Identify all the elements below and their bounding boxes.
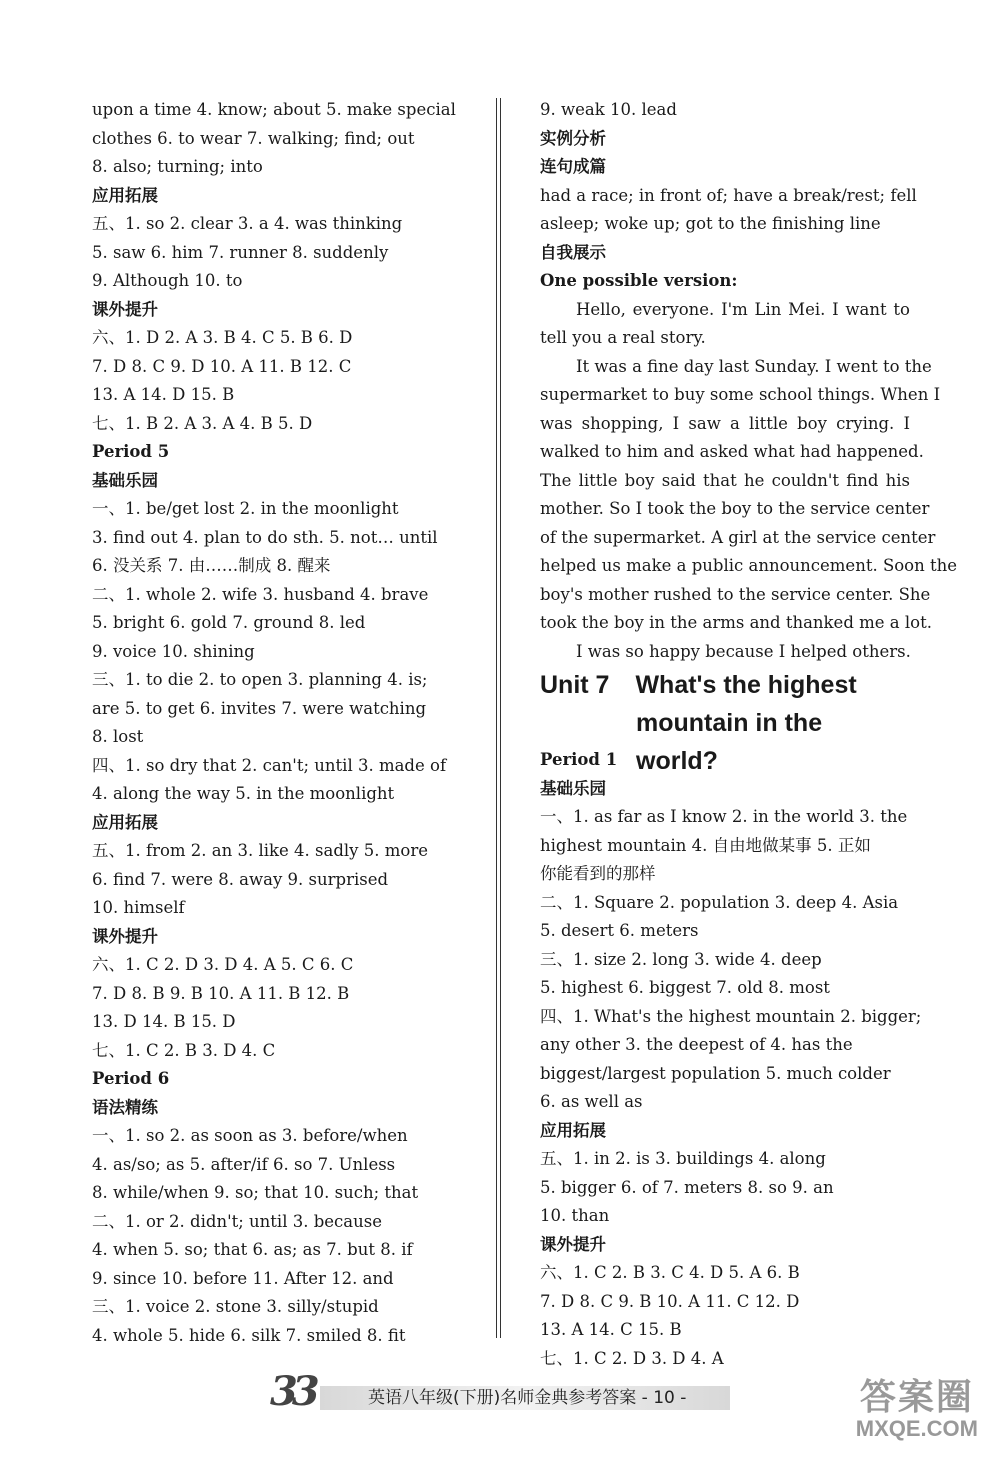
answer-line: 一、1. be/get lost 2. in the moonlight xyxy=(92,499,399,518)
answer-line: 6. find 7. were 8. away 9. surprised xyxy=(92,869,389,889)
answer-line: 5. saw 6. him 7. runner 8. suddenly xyxy=(92,242,389,262)
right-column xyxy=(540,96,958,1373)
answer-line: 五、1. in 2. is 3. buildings 4. along xyxy=(540,1149,826,1168)
section-heading: One possible version: xyxy=(540,271,738,290)
section-heading: 语法精练 xyxy=(92,1097,158,1117)
answer-line: 5. highest 6. biggest 7. old 8. most xyxy=(540,978,830,997)
answer-line: 8. while/when 9. so; that 10. such; that xyxy=(92,1183,419,1202)
answer-line: 13. A 14. C 15. B xyxy=(540,1320,682,1339)
answer-line: 4. as/so; as 5. after/if 6. so 7. Unless xyxy=(92,1154,396,1174)
answer-line: 六、1. C 2. B 3. C 4. D 5. A 6. B xyxy=(540,1263,800,1282)
section-heading: 基础乐园 xyxy=(92,470,158,490)
answer-line: 7. D 8. C 9. B 10. A 11. C 12. D xyxy=(540,1291,800,1311)
answer-line: 13. A 14. D 15. B xyxy=(92,385,235,404)
watermark-logo: 答案圈 xyxy=(859,1377,974,1418)
answer-line: 一、1. as far as I know 2. in the world 3. the xyxy=(540,807,908,826)
right-column-bottom xyxy=(540,746,922,1373)
section-heading: 应用拓展 xyxy=(540,1120,606,1140)
answer-line: boy's mother rushed to the service center. She xyxy=(540,584,931,604)
answer-line: 7. D 8. B 9. B 10. A 11. B 12. B xyxy=(92,983,350,1003)
answer-line: 4. when 5. so; that 6. as; as 7. but 8. if xyxy=(92,1240,413,1259)
answer-line: 5. bright 6. gold 7. ground 8. led xyxy=(92,613,366,632)
answer-line: 7. D 8. C 9. D 10. A 11. B 12. C xyxy=(92,356,352,376)
section-heading: 连句成篇 xyxy=(540,157,606,176)
answer-line: 13. D 14. B 15. D xyxy=(92,1012,236,1031)
answer-line: 六、1. D 2. A 3. B 4. C 5. B 6. D xyxy=(92,328,353,347)
answer-line: highest mountain 4. 自由地做某事 5. 正如 xyxy=(540,835,871,855)
section-heading: Period 5 xyxy=(92,442,170,461)
footer-text: 英语八年级(下册)名师金典参考答案 - 10 - xyxy=(368,1388,687,1408)
watermark-url: MXQE.COM xyxy=(855,1416,978,1441)
answer-line: biggest/largest population 5. much colder xyxy=(540,1063,891,1083)
section-heading: Period 6 xyxy=(92,1069,170,1088)
section-heading: 应用拓展 xyxy=(92,812,158,832)
answer-line: 9. weak 10. lead xyxy=(540,100,677,119)
answer-line: 三、1. size 2. long 3. wide 4. deep xyxy=(540,949,822,969)
answer-line: was shopping, I saw a little boy crying. I xyxy=(540,413,910,433)
answer-line: 三、1. to die 2. to open 3. planning 4. is; xyxy=(92,670,428,689)
answer-line: 四、1. so dry that 2. can't; until 3. made of xyxy=(92,755,447,775)
answer-line: The little boy said that he couldn't find his xyxy=(540,470,910,490)
section-heading: 实例分析 xyxy=(540,128,606,148)
answer-line: upon a time 4. know; about 5. make special xyxy=(92,100,456,119)
answer-line: 8. lost xyxy=(92,727,144,746)
answer-line: of the supermarket. A girl at the service center xyxy=(540,527,936,547)
section-heading: 课外提升 xyxy=(92,926,158,946)
answer-line: 你能看到的那样 xyxy=(540,864,656,883)
footer-logo: 33 xyxy=(270,1368,314,1415)
answer-line: asleep; woke up; got to the finishing line xyxy=(540,214,881,233)
answer-line: 3. find out 4. plan to do sth. 5. not… until xyxy=(92,527,438,547)
answer-line: tell you a real story. xyxy=(540,328,706,347)
left-column xyxy=(92,96,472,1350)
answer-line: 三、1. voice 2. stone 3. silly/stupid xyxy=(92,1297,379,1316)
answer-line: helped us make a public announcement. Soon the xyxy=(540,556,958,575)
answer-line: walked to him and asked what had happened. xyxy=(540,442,924,461)
answer-line: 二、1. whole 2. wife 3. husband 4. brave xyxy=(92,584,429,604)
answer-line: 10. than xyxy=(540,1206,610,1225)
unit-number: Unit 7 xyxy=(540,671,610,699)
section-heading: 课外提升 xyxy=(92,299,158,319)
unit-title-line-2: mountain in the world? xyxy=(636,709,823,775)
answer-line: took the boy in the arms and thanked me a lot. xyxy=(540,613,932,632)
answer-line: 8. also; turning; into xyxy=(92,157,263,176)
column-divider xyxy=(496,98,501,1338)
answer-line: mother. So I took the boy to the service center xyxy=(540,499,930,518)
answer-line: 10. himself xyxy=(92,898,185,917)
answer-line: 七、1. C 2. B 3. D 4. C xyxy=(92,1040,276,1060)
answer-line: any other 3. the deepest of 4. has the xyxy=(540,1035,853,1054)
answer-line: are 5. to get 6. invites 7. were watching xyxy=(92,698,427,718)
answer-line: I was so happy because I helped others. xyxy=(576,641,911,661)
section-heading: 自我展示 xyxy=(540,242,606,262)
answer-line: 七、1. B 2. A 3. A 4. B 5. D xyxy=(92,413,313,433)
answer-line: 4. along the way 5. in the moonlight xyxy=(92,784,395,803)
answer-line: 六、1. C 2. D 3. D 4. A 5. C 6. C xyxy=(92,955,354,974)
answer-line: 四、1. What's the highest mountain 2. bigger; xyxy=(540,1006,922,1026)
answer-line: 五、1. so 2. clear 3. a 4. was thinking xyxy=(92,214,403,233)
answer-line: 5. bigger 6. of 7. meters 8. so 9. an xyxy=(540,1177,834,1197)
section-heading: 应用拓展 xyxy=(92,185,158,205)
answer-line: 五、1. from 2. an 3. like 4. sadly 5. more xyxy=(92,841,428,860)
section-heading: 课外提升 xyxy=(540,1234,606,1254)
section-heading: 基础乐园 xyxy=(540,778,606,798)
answer-line: 二、1. Square 2. population 3. deep 4. Asia xyxy=(540,892,899,912)
answer-line: It was a fine day last Sunday. I went to the xyxy=(576,356,932,376)
answer-line: 6. as well as xyxy=(540,1092,643,1111)
answer-line: 七、1. C 2. D 3. D 4. A xyxy=(540,1348,724,1368)
page-footer xyxy=(270,1368,740,1416)
unit-title-line-1: What's the highest xyxy=(635,671,857,699)
watermark xyxy=(856,1369,978,1442)
answer-line: 9. voice 10. shining xyxy=(92,641,255,661)
answer-line: 二、1. or 2. didn't; until 3. because xyxy=(92,1211,382,1231)
answer-line: clothes 6. to wear 7. walking; find; out xyxy=(92,128,415,148)
answer-line: 4. whole 5. hide 6. silk 7. smiled 8. fit xyxy=(92,1325,406,1345)
answer-line: 6. 没关系 7. 由……制成 8. 醒来 xyxy=(92,556,331,575)
answer-line: 9. since 10. before 11. After 12. and xyxy=(92,1268,394,1288)
section-heading: Period 1 xyxy=(540,750,618,769)
answer-line: 5. desert 6. meters xyxy=(540,921,699,940)
answer-line: supermarket to buy some school things. When I xyxy=(540,385,941,404)
answer-line: Hello, everyone. I'm Lin Mei. I want to xyxy=(576,299,910,319)
right-column-top xyxy=(540,96,958,666)
answer-line: 9. Although 10. to xyxy=(92,271,243,290)
answer-line: had a race; in front of; have a break/rest; fell xyxy=(540,185,917,205)
answer-line: 一、1. so 2. as soon as 3. before/when xyxy=(92,1126,408,1145)
